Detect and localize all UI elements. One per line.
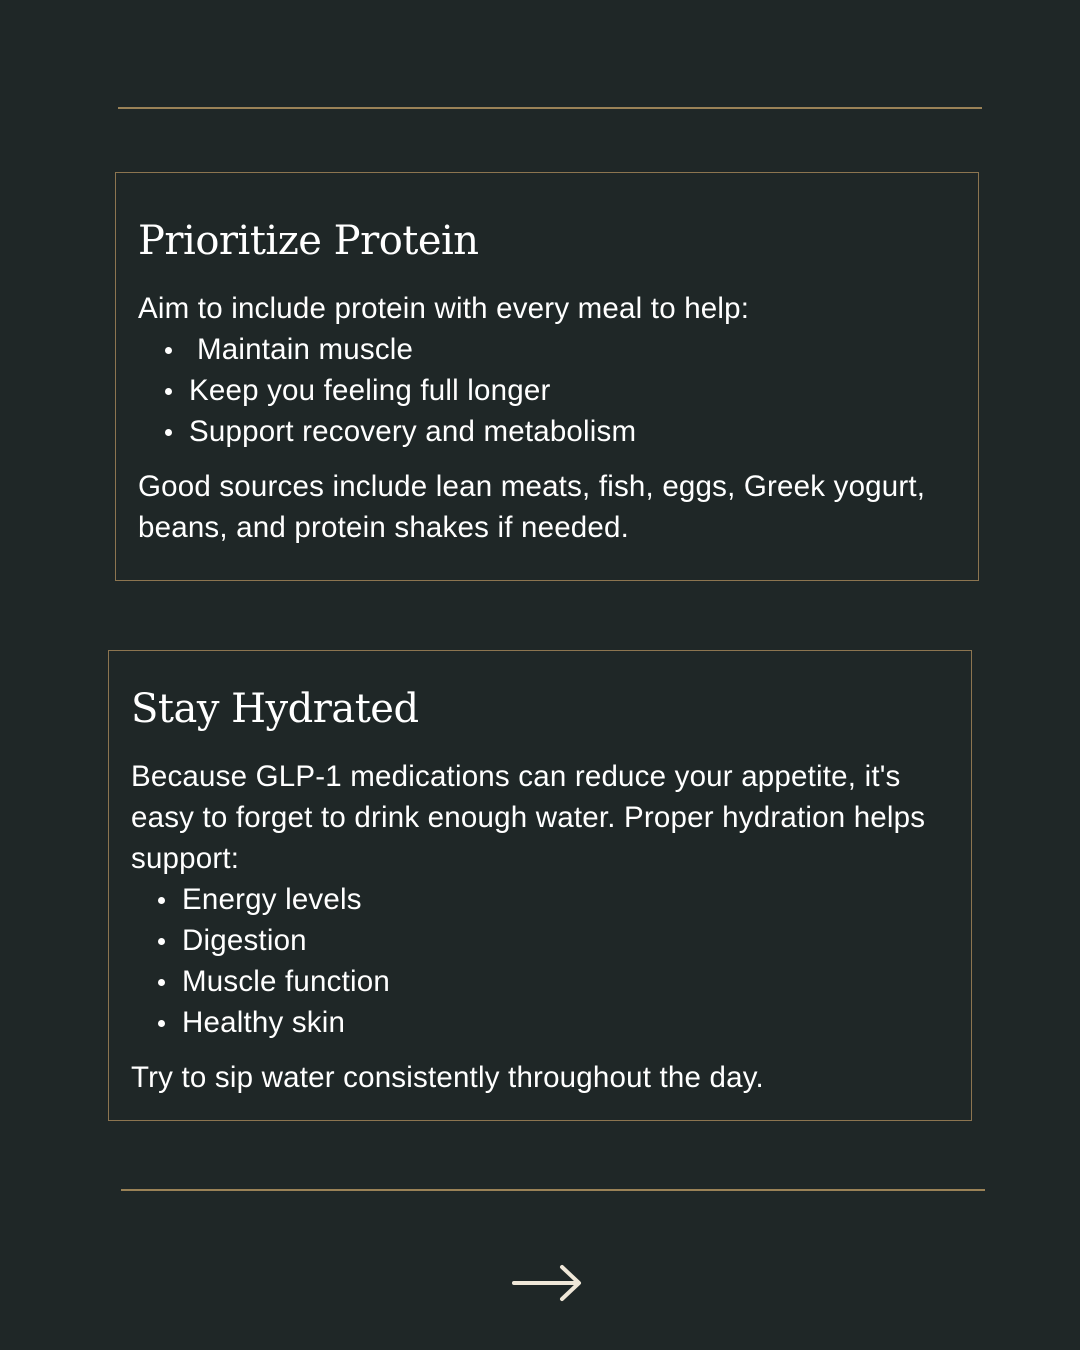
list-item: Muscle function — [131, 961, 949, 1002]
list-item: Healthy skin — [131, 1002, 949, 1043]
arrow-right-icon[interactable] — [512, 1263, 584, 1303]
list-item: Maintain muscle — [138, 329, 956, 370]
hydration-title: Stay Hydrated — [131, 686, 419, 732]
protein-card — [115, 172, 979, 581]
hydration-card — [108, 650, 972, 1121]
hydration-intro: Because GLP-1 medications can reduce your appetite, it's easy to forget to drink enough water. Proper hydration helps support: — [131, 760, 926, 875]
list-item: Digestion — [131, 920, 949, 961]
protein-intro: Aim to include protein with every meal to help: — [138, 292, 750, 325]
hydration-tip-text: Try to sip water consistently throughout the day. — [131, 1061, 764, 1094]
arrow-right-glyph — [512, 1263, 584, 1303]
list-item: Energy levels — [131, 879, 949, 920]
protein-benefits-list — [138, 329, 956, 452]
top-divider — [118, 107, 982, 109]
hydration-benefits-list — [131, 879, 949, 1043]
list-item: Keep you feeling full longer — [138, 370, 956, 411]
list-item: Support recovery and metabolism — [138, 411, 956, 452]
protein-sources-text: Good sources include lean meats, fish, eggs, Greek yogurt, beans, and protein shakes if needed. — [138, 470, 926, 544]
protein-title: Prioritize Protein — [138, 218, 479, 264]
bottom-divider — [121, 1189, 985, 1191]
